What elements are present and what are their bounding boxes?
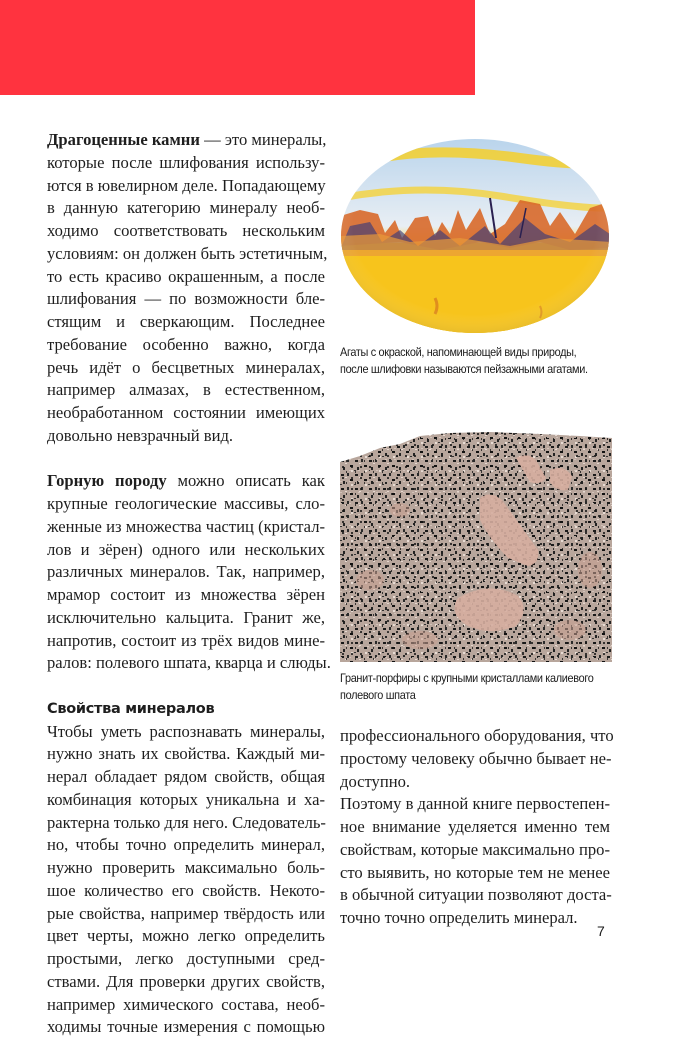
rock-paragraph: Горную породу можно описать как крупные геологические массивы, сло- женные из множества частиц (кристал- лов и зёрен) одного или нескольких различных минералов. Так, например, мрамор состоит из множества зёрен исключительно кальцита. Гранит же, напротив, состоит из трёх видов мине- ралов: полевого шпата, кварца и слюды. (47, 470, 325, 675)
paragraph-gap (47, 675, 325, 698)
text-line: мрамор состоит из множества зёрен (47, 585, 325, 604)
text-line: точно точно определить минерал. (340, 908, 578, 927)
agate-photo (340, 138, 610, 334)
text-line: которые после шлифования использу- (47, 152, 325, 172)
text-line: доступно. (340, 771, 411, 791)
text-line: в обычной ситуации позволяют доста- (340, 885, 612, 905)
text-line: Поэтому в данной книге первостепен- (340, 794, 610, 814)
text-line: ное внимание уделяется именно тем (340, 817, 610, 836)
text-line: комбинация которых уникальна и ха- (47, 789, 325, 809)
text-line: крупные геологические массивы, сло- (47, 494, 325, 513)
page-number: 7 (597, 923, 605, 939)
text-line: женные из множества частиц (кристал- (47, 516, 325, 536)
text-line: речь идёт о бесцветных минералах, (47, 357, 325, 377)
text-line: профессионального оборудования, что (340, 726, 614, 745)
text-line: в данную категорию минералу необ- (47, 198, 325, 218)
text-line: например алмазах, в естественном, (47, 380, 325, 400)
text-line: исключительно кальцита. Гранит же, (47, 607, 325, 627)
text-line: например химического состава, необ- (47, 994, 325, 1014)
properties-section (47, 698, 325, 1039)
caption-line: Гранит-порфиры с крупными кристаллами калиевого (340, 672, 594, 685)
text-line: довольно невзрачный вид. (47, 425, 234, 445)
text-line: шлифования — по возможности бле- (47, 289, 325, 309)
paragraph-gap (47, 448, 325, 471)
text-line: рактерна только для него. Следователь- (47, 812, 326, 832)
text-line: стящим и сверкающим. Последнее (47, 312, 325, 331)
rock-term: Горную породу (47, 471, 167, 491)
continuation-paragraph (340, 725, 614, 793)
gems-term: Драгоценные камни (47, 130, 200, 149)
right-text-column (340, 725, 614, 930)
text-line: требование особенно важно, когда (47, 334, 325, 354)
caption-line: после шлифовки называются пейзажными агатами. (340, 362, 588, 376)
text-line: рые свойства, например твёрдость или (47, 903, 325, 923)
caption-line: полевого шпата (340, 688, 416, 702)
text-line: Чтобы уметь распознавать минералы, (47, 721, 325, 741)
gems-paragraph: Драгоценные камни — это минералы, которые после шлифования использу- ются в ювелирном деле. Попадающему в данную категорию минералу необ- ходимо соответствовать нескольким условиям: он должен быть эстетичным, то есть красиво окрашенным, а после шлифования — по возможности бле- стящим и сверкающим. Последнее требование особенно важно, когда речь идёт о бесцветных минералах, например алмазах, в естественном, необработанном состоянии имеющих довольно невзрачный вид. (47, 129, 325, 448)
granite-caption (340, 671, 603, 704)
text-line: различных минералов. Так, например, (47, 562, 325, 582)
text-line: то есть красиво окрашенным, а после (47, 266, 325, 286)
final-paragraph (340, 793, 610, 930)
text-line: свойствам, которые максимально про- (340, 839, 610, 859)
text-line: простому человеку обычно бывает не- (340, 748, 612, 768)
text-line: сто выявить, но которые тем не менее (340, 862, 610, 882)
text-line: простыми, легко доступными сред- (47, 949, 325, 968)
text-line: напротив, состоит из трёх видов мине- (47, 630, 325, 650)
text-line: нужно знать их свойства. Каждый ми- (47, 744, 325, 764)
header-color-band (0, 0, 475, 95)
text-line: ралов: полевого шпата, кварца и слюды. (47, 653, 331, 673)
text-line: нерал обладает рядом свойств, общая (47, 767, 325, 786)
section-heading: Свойства минералов (47, 700, 215, 717)
text-line: условиям: он должен быть эстетичным, (47, 243, 328, 263)
granite-photo (340, 430, 612, 662)
agate-caption (340, 345, 603, 378)
text-line: ходимо соответствовать нескольким (47, 221, 325, 240)
left-text-column (47, 129, 331, 1039)
caption-line: Агаты с окраской, напоминающей виды природы, (340, 346, 577, 359)
text-line: нужно проверить максимально боль- (47, 858, 325, 877)
text-line: шое количество его свойств. Некото- (47, 880, 325, 900)
text-line: но, чтобы точно определить минерал, (47, 835, 325, 855)
text-line: необработанном состоянии имеющих (47, 403, 325, 422)
text-line: цвет черты, можно легко определить (47, 926, 325, 946)
text-line: ются в ювелирном деле. Попадающему (47, 175, 326, 195)
text-line: ходимы точные измерения с помощью (47, 1017, 325, 1037)
text-line: лов и зёрен) одного или нескольких (47, 539, 325, 559)
text-line: ствами. Для проверки других свойств, (47, 971, 325, 991)
